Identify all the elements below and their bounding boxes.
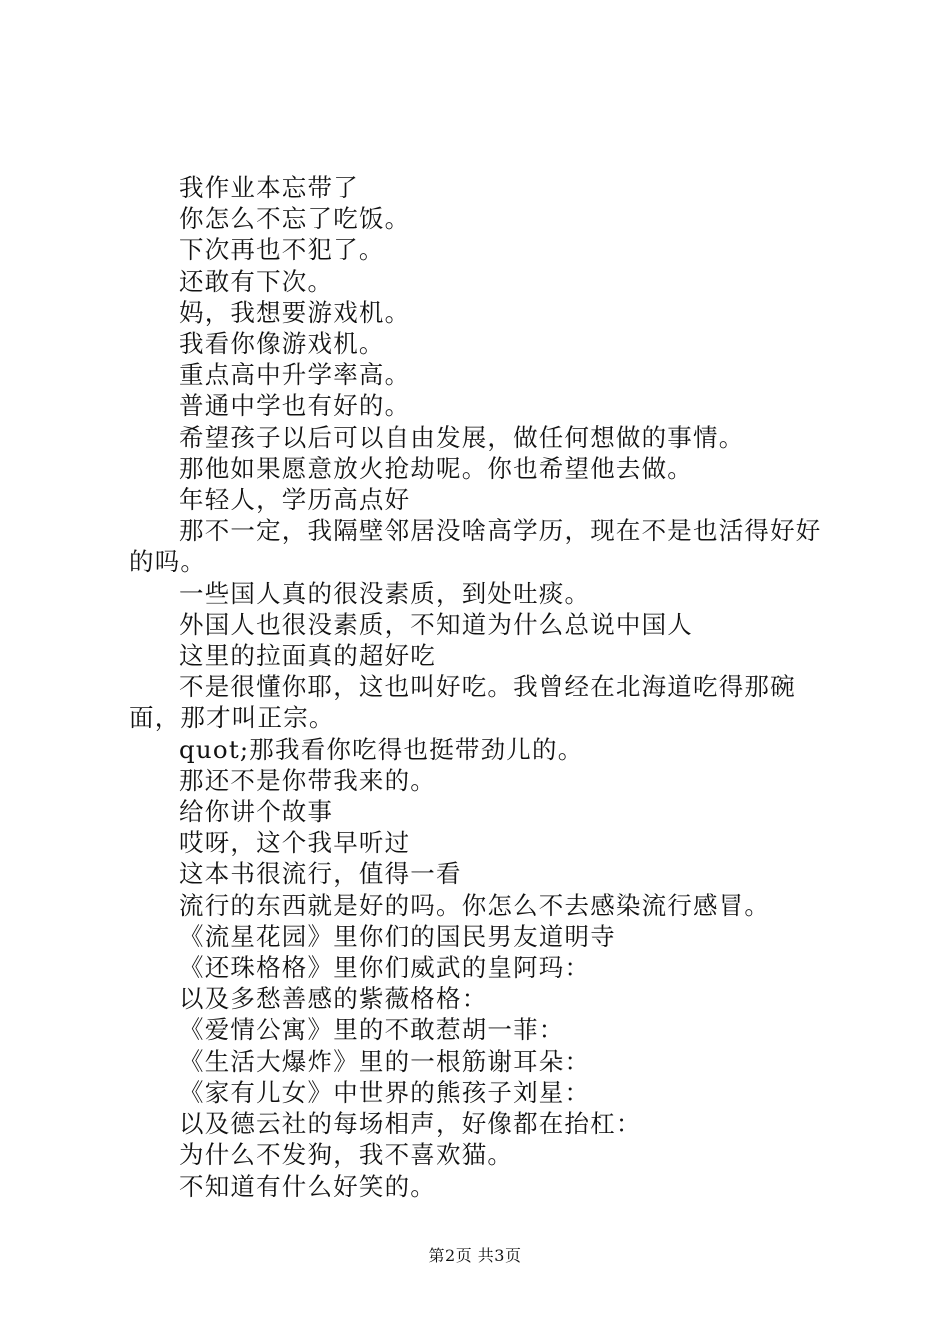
paragraph: 那还不是你带我来的。 xyxy=(179,765,436,795)
paragraph: 年轻人，学历高点好 xyxy=(179,485,411,515)
paragraph: quot;那我看你吃得也挺带劲儿的。 xyxy=(179,734,584,764)
paragraph: 《爱情公寓》里的不敢惹胡一菲： xyxy=(179,1015,565,1045)
paragraph: 哎呀，这个我早听过 xyxy=(179,828,411,858)
paragraph: 流行的东西就是好的吗。你怎么不去感染流行感冒。 xyxy=(179,890,771,920)
paragraph: 希望孩子以后可以自由发展，做任何想做的事情。 xyxy=(179,422,745,452)
paragraph: 那他如果愿意放火抢劫呢。你也希望他去做。 xyxy=(179,453,693,483)
paragraph: 以及多愁善感的紫薇格格： xyxy=(179,984,488,1014)
paragraph: 不是很懂你耶，这也叫好吃。我曾经在北海道吃得那碗面，那才叫正宗。 xyxy=(129,672,796,733)
paragraph: 你怎么不忘了吃饭。 xyxy=(179,204,411,234)
paragraph: 我作业本忘带了 xyxy=(179,173,359,202)
paragraph: 给你讲个故事 xyxy=(179,797,334,827)
paragraph: 还敢有下次。 xyxy=(179,266,334,296)
paragraph: 下次再也不犯了。 xyxy=(179,235,385,265)
paragraph: 不知道有什么好笑的。 xyxy=(179,1171,436,1201)
paragraph: 妈，我想要游戏机。 xyxy=(179,297,411,327)
paragraph: 《生活大爆炸》里的一根筋谢耳朵： xyxy=(179,1046,591,1076)
paragraph: 我看你像游戏机。 xyxy=(179,329,385,359)
paragraph: 这里的拉面真的超好吃 xyxy=(179,641,436,671)
paragraph: 《家有儿女》中世界的熊孩子刘星： xyxy=(179,1077,591,1107)
paragraph: 一些国人真的很没素质，到处吐痰。 xyxy=(179,578,591,608)
paragraph: 《还珠格格》里你们威武的皇阿玛： xyxy=(179,953,591,983)
page-footer: 第2页 共3页 xyxy=(428,1246,522,1265)
paragraph: 这本书很流行，值得一看 xyxy=(179,859,462,889)
paragraph: 重点高中升学率高。 xyxy=(179,360,411,390)
document-body xyxy=(129,172,839,1202)
paragraph: 为什么不发狗，我不喜欢猫。 xyxy=(179,1140,514,1170)
paragraph: 以及德云社的每场相声，好像都在抬杠： xyxy=(179,1109,642,1139)
paragraph: 那不一定，我隔壁邻居没啥高学历，现在不是也活得好好的吗。 xyxy=(129,516,822,577)
paragraph: 《流星花园》里你们的国民男友道明寺 xyxy=(179,921,616,951)
paragraph: 普通中学也有好的。 xyxy=(179,391,411,421)
paragraph: 外国人也很没素质，不知道为什么总说中国人 xyxy=(179,609,693,639)
